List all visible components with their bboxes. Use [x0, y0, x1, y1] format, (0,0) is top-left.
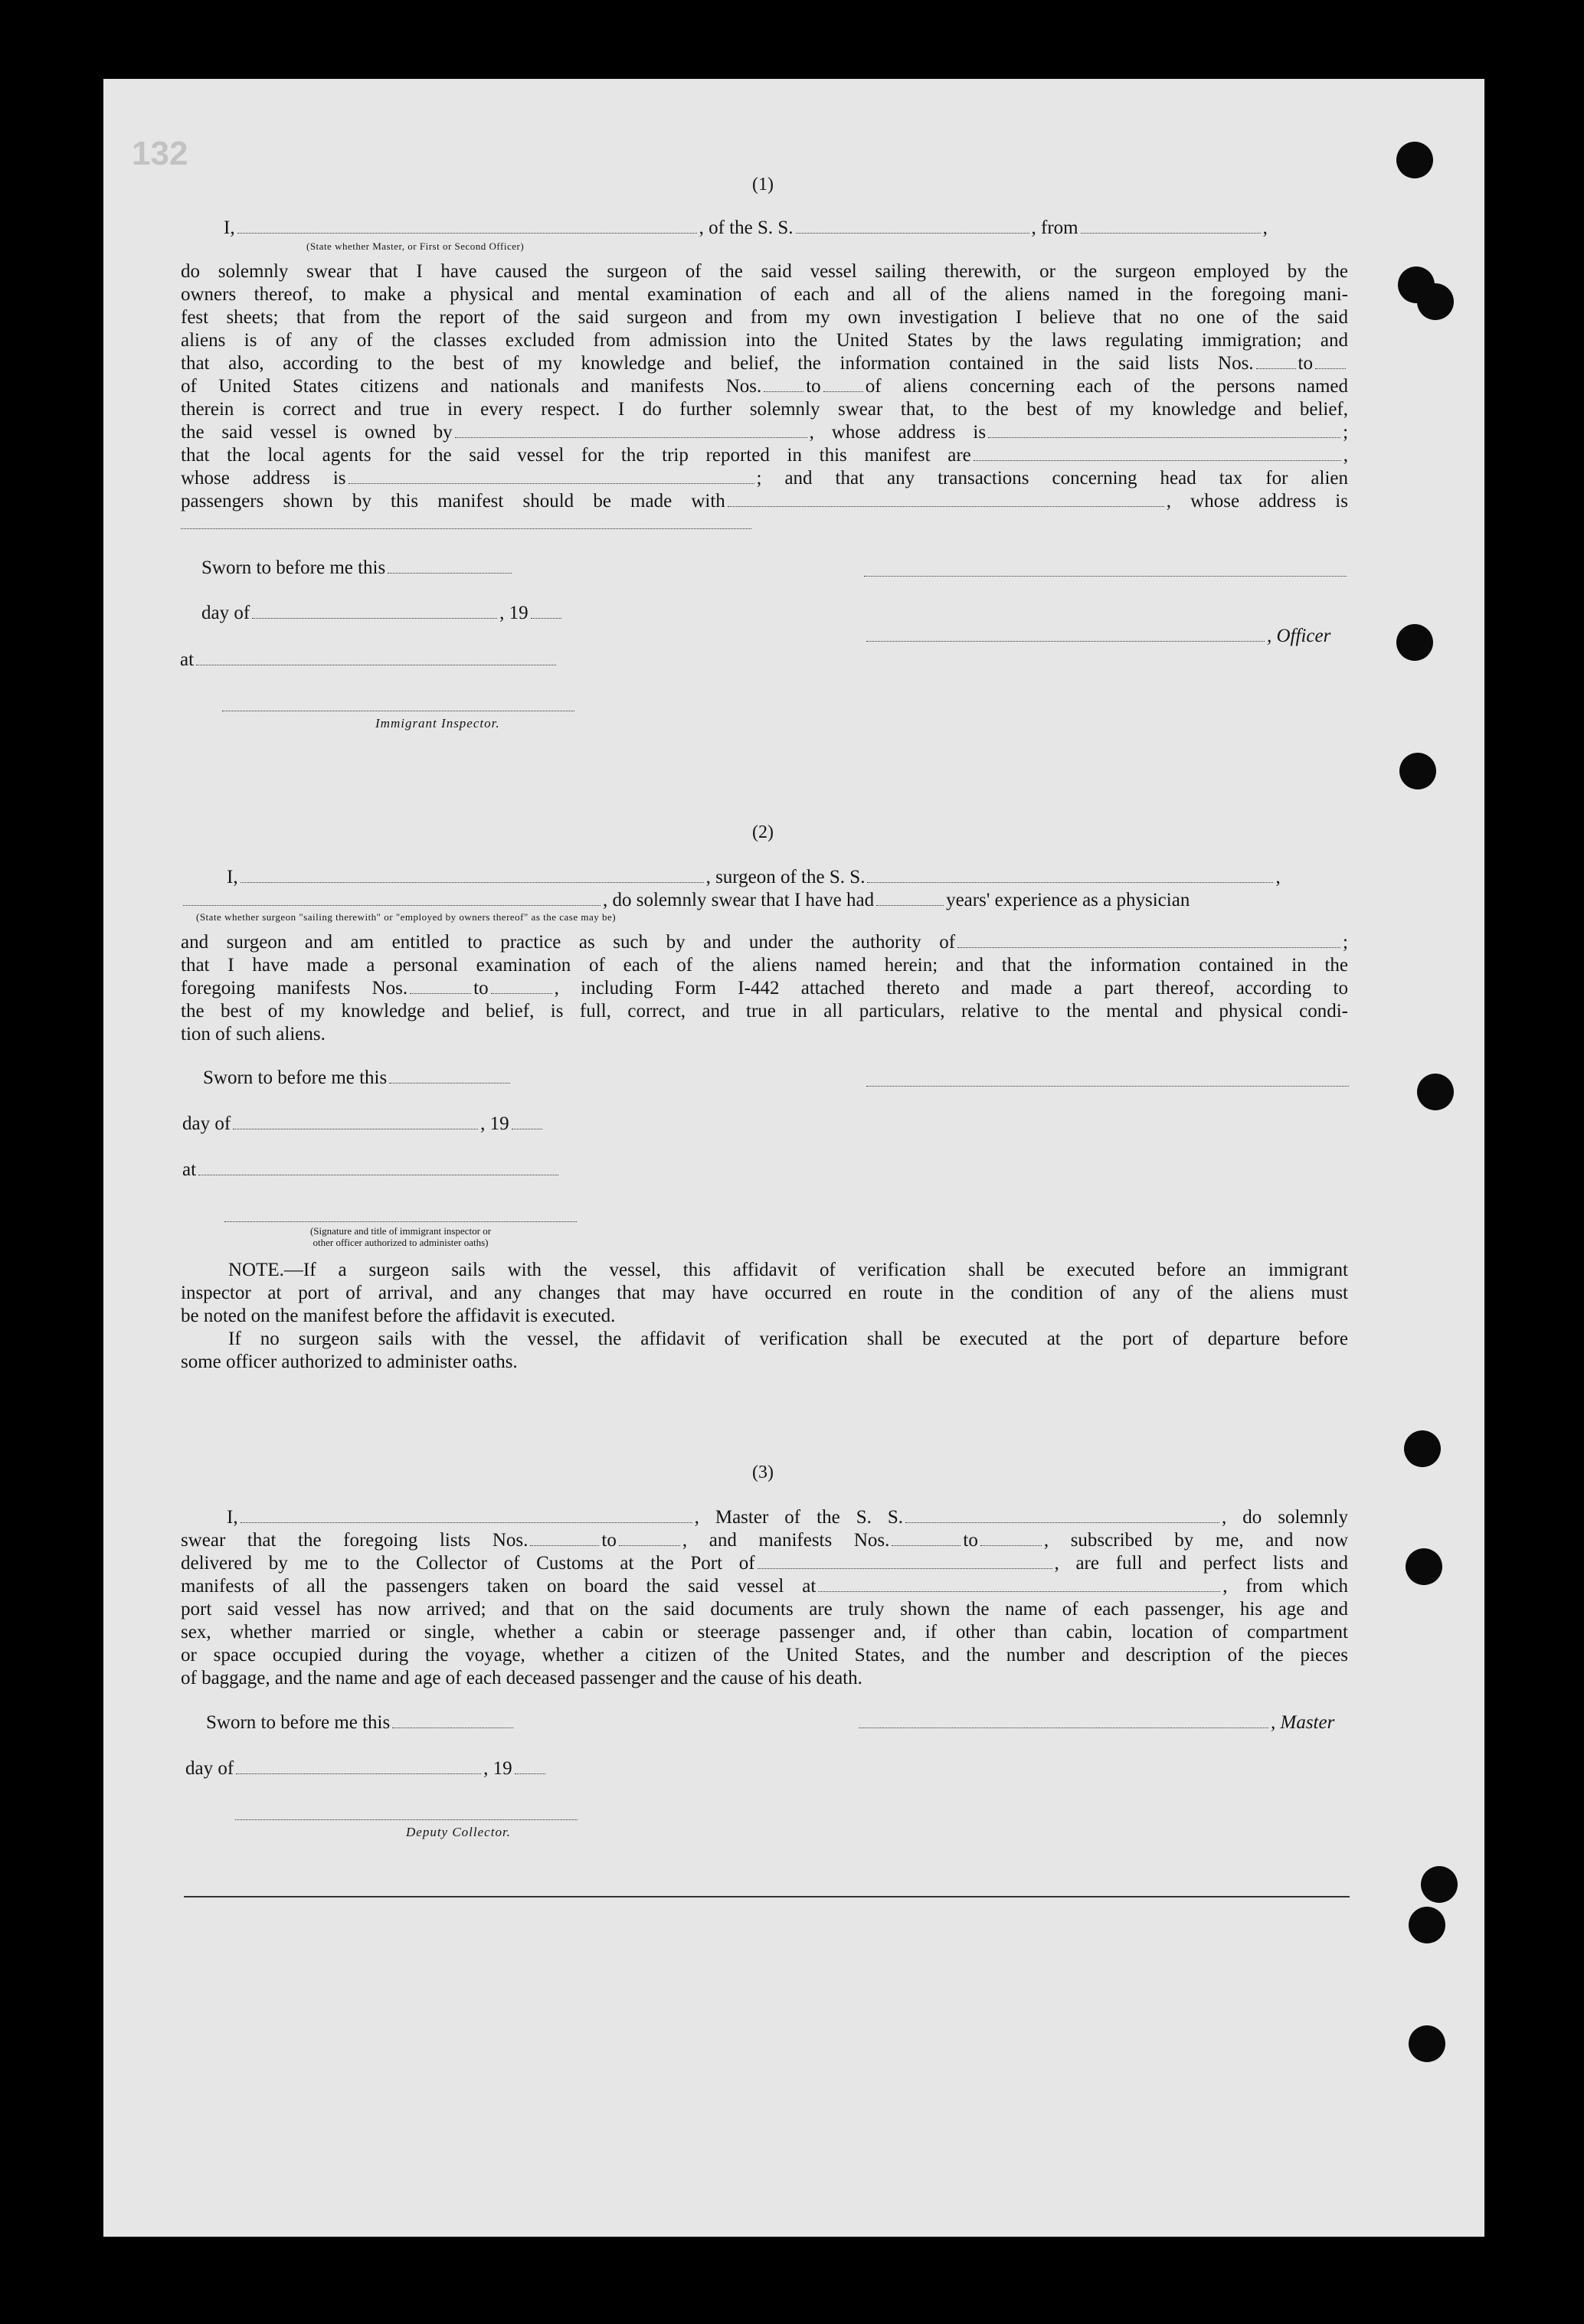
section-1-body: do solemnly swear that I have caused the surgeon of the said vessel sailing therewith, or the surgeon employed by the owners thereof, to make a physical and mental examination of each and all of the aliens named in the foregoing mani- fest sheets; that from the report of the said surgeon and from my own investigation I believe that no one of the said aliens is of any of the classes excluded from admission into the United States by the laws regulating immigration; and that also, according to the best of my knowledge and belief, the information contained in the said lists Nos. to of United States citizens and nationals and manifests Nos. to of aliens concerning each of the persons named therein is correct and true in every respect. I do further solemnly swear that, to the best of my knowledge and belief, the said vessel is owned by , whose address is ; that the local agents for the said vessel for the trip reported in this manifest are , whose address is ; and that any transactions concerning head tax for alien passengers shown by this manifest should be made with , whose address is — [181, 261, 1349, 512]
s2-manifest-from-blank[interactable] — [410, 992, 471, 994]
s2-day-of: day of , 19 — [182, 1113, 545, 1135]
list-from-blank[interactable] — [1256, 368, 1296, 369]
surgeon-status-blank[interactable] — [183, 904, 601, 906]
owner-blank[interactable] — [455, 436, 807, 438]
s2-manifest-to-blank[interactable] — [491, 992, 552, 994]
s3-master: , Master — [856, 1712, 1334, 1734]
manifest-from-blank[interactable] — [764, 391, 803, 392]
ghost-page-number: 132 — [132, 135, 188, 172]
at-blank[interactable] — [196, 664, 556, 665]
name-blank[interactable] — [237, 232, 697, 234]
collector-signature-line[interactable] — [235, 1819, 578, 1820]
punch-hole — [1396, 624, 1433, 661]
surgeon-signature-line[interactable] — [866, 1086, 1349, 1087]
section-3-number: (3) — [752, 1463, 774, 1482]
s1-officer: , Officer — [864, 626, 1330, 647]
s3-month-blank[interactable] — [236, 1773, 481, 1774]
master-signature-line[interactable] — [859, 1727, 1268, 1728]
vessel-blank[interactable] — [796, 232, 1029, 234]
master-vessel-blank[interactable] — [905, 1522, 1219, 1523]
surgeon-vessel-blank[interactable] — [867, 881, 1273, 883]
officer-title-blank[interactable] — [866, 640, 1265, 642]
section-1-number: (1) — [752, 175, 774, 194]
master-name-blank[interactable] — [241, 1522, 692, 1523]
year-blank[interactable] — [531, 617, 561, 619]
years-blank[interactable] — [876, 904, 944, 906]
head-tax-blank[interactable] — [728, 505, 1164, 507]
section-3-body: I, , Master of the S. S. , do solemnly swear that the foregoing lists Nos. to , and manifests Nos. to , subscribed by me, and now delivered by me to the Collector of Customs at the Port of , are full and perfect lists and manifests of all the passengers taken on board the said vessel at , from which port said vessel has now arrived; and that on the said documents are truly shown the name of each passenger, his age and sex, whether married or single, whether a cabin or steerage passenger and, if other than cabin, location of compartment or space occupied during the voyage, whether a citizen of the United States, and the number and description of the pieces of baggage, and the name and age of each deceased passenger and the cause of his death. — [181, 1507, 1348, 1688]
s1-at: at — [180, 649, 558, 671]
agents-address-blank[interactable] — [349, 482, 754, 484]
s2-heading-line-2: , do solemnly swear that I have had years' experience as a physician — [181, 890, 1190, 911]
s2-year-blank[interactable] — [512, 1128, 542, 1129]
s3-day-of: day of , 19 — [185, 1758, 548, 1780]
s2-inspector-signature-line[interactable] — [224, 1221, 577, 1222]
punch-hole — [1399, 753, 1436, 789]
s2-month-blank[interactable] — [233, 1128, 478, 1129]
list-to-blank[interactable] — [1315, 368, 1346, 369]
punch-hole — [1421, 1866, 1458, 1903]
s3-list-from-blank[interactable] — [530, 1544, 599, 1546]
owner-address-blank[interactable] — [988, 436, 1340, 438]
s3-manifest-from-blank[interactable] — [892, 1544, 961, 1546]
punch-hole — [1417, 1074, 1454, 1110]
s2-at-blank[interactable] — [198, 1174, 558, 1175]
month-blank[interactable] — [252, 617, 497, 619]
s1-sworn: Sworn to before me this — [201, 557, 514, 579]
sworn-day-blank[interactable] — [388, 572, 512, 574]
boarding-port-blank[interactable] — [818, 1590, 1220, 1592]
officer-signature-line[interactable] — [864, 576, 1347, 577]
punch-hole — [1417, 283, 1454, 320]
s3-sworn-day-blank[interactable] — [392, 1727, 513, 1728]
punch-hole — [1406, 1548, 1442, 1585]
authority-blank[interactable] — [957, 946, 1340, 948]
s2-heading-line: I, , surgeon of the S. S. , — [227, 867, 1281, 887]
bottom-rule — [184, 1896, 1350, 1897]
s3-year-blank[interactable] — [515, 1773, 545, 1774]
port-blank[interactable] — [758, 1567, 1052, 1569]
s3-list-to-blank[interactable] — [619, 1544, 680, 1546]
punch-hole — [1409, 1907, 1445, 1943]
s2-heading-note: (State whether surgeon "sailing therewith" or "employed by owners thereof" as the case may be) — [196, 911, 617, 923]
s3-manifest-to-blank[interactable] — [980, 1544, 1042, 1546]
s2-signature-caption: (Signature and title of immigrant inspector or other officer authorized to administer oaths) — [309, 1225, 492, 1248]
punch-hole — [1404, 1430, 1441, 1467]
s1-heading-note: (State whether Master, or First or Second Officer) — [306, 240, 525, 252]
s2-at: at — [182, 1159, 561, 1181]
section-2-number: (2) — [752, 822, 774, 842]
s1-day-of: day of , 19 — [201, 603, 564, 624]
s1-heading-line: I, , of the S. S. , from , — [224, 217, 1268, 238]
from-blank[interactable] — [1081, 232, 1261, 234]
punch-hole — [1409, 2025, 1445, 2062]
s2-sworn-day-blank[interactable] — [389, 1082, 510, 1084]
section-2-body: and surgeon and am entitled to practice as such by and under the authority of ; that I have made a personal examination of each of the aliens named herein; and that the information contained in the foregoing manifests Nos. to , including Form I-442 attached thereto and made a part thereof, according to the best of my knowledge and belief, is full, correct, and true in all particulars, relative to the mental and physical condi- tion of such aliens. — [181, 932, 1348, 1044]
agents-blank[interactable] — [974, 459, 1341, 461]
punch-hole — [1396, 142, 1433, 178]
s3-sworn: Sworn to before me this — [206, 1712, 515, 1734]
s2-sworn: Sworn to before me this — [203, 1067, 512, 1089]
surgeon-name-blank[interactable] — [241, 881, 704, 883]
collector-caption: Deputy Collector. — [406, 1825, 511, 1839]
section-2-note: NOTE.—If a surgeon sails with the vessel, this affidavit of verification shall be executed before an immigrant inspector at port of arrival, and any changes that may have occurred en route in the condition of any of the aliens must be noted on the manifest before the affidavit is executed. If no surgeon sails with the vessel, the affidavit of verification shall be executed at the port of departure before some officer authorized to administer oaths. — [181, 1260, 1348, 1372]
address-blank[interactable] — [181, 528, 751, 529]
inspector-caption: Immigrant Inspector. — [375, 716, 500, 731]
manifest-to-blank[interactable] — [823, 391, 863, 392]
